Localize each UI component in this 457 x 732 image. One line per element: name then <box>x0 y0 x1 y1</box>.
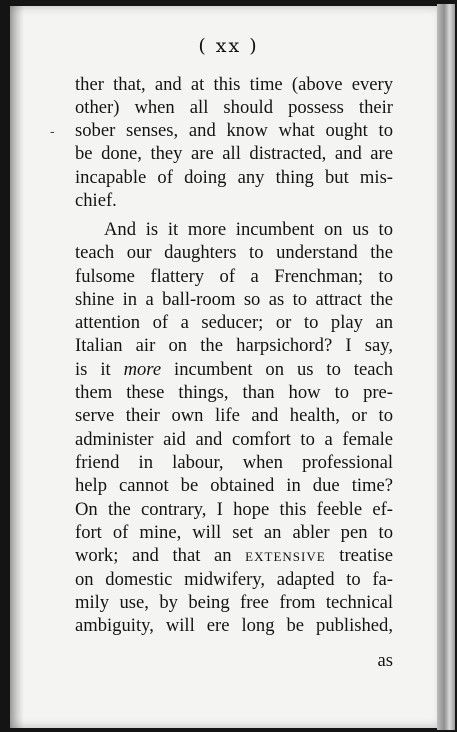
text-line-5: incapable of doing any thing but mis- <box>75 167 393 188</box>
text-line-16: administer aid and comfort to a female <box>75 429 393 450</box>
text-line-21 <box>75 544 393 568</box>
emphasis-more: more <box>123 359 162 380</box>
text-line-14: them these things, than how to pre- <box>75 382 393 403</box>
text-line-6: chief. <box>75 190 117 211</box>
smallcaps-extensive: extensive <box>245 545 326 566</box>
margin-mark: - <box>50 124 55 140</box>
text-line-4: be done, they are all distracted, and are <box>75 143 393 164</box>
text-line-12: Italian air on the harpsichord? I say, <box>75 335 393 356</box>
text-line-13-start: is it <box>75 359 124 380</box>
text-line-3: sober senses, and know what ought to <box>75 120 393 141</box>
text-line-1: ther that, and at this time (above every <box>75 74 393 95</box>
text-line-17: friend in labour, when professional <box>75 452 393 473</box>
text-line-15: serve their own life and health, or to <box>75 405 393 426</box>
page-number: ( xx ) <box>198 35 259 57</box>
text-line-7: And is it more incumbent on us to <box>104 219 393 240</box>
text-line-9: fulsome flattery of a Frenchman; to <box>75 266 393 287</box>
catchword: as <box>377 650 393 671</box>
page-gutter-shadow <box>10 6 24 728</box>
text-line-13-end: incumbent on us to teach <box>161 359 393 380</box>
page-fore-edge <box>437 4 455 730</box>
text-line-24: ambiguity, will ere long be published, <box>75 615 393 636</box>
text-line-18: help cannot be obtained in due time? <box>75 475 393 496</box>
text-line-19: On the contrary, I hope this feeble ef- <box>75 499 393 520</box>
text-line-22: on domestic midwifery, adapted to fa- <box>75 569 393 590</box>
text-line-23: mily use, by being free from technical <box>75 592 393 613</box>
text-line-21-end: treatise <box>325 545 393 566</box>
text-line-20: fort of mine, will set an abler pen to <box>75 522 393 543</box>
text-line-10: shine in a ball-room so as to attract the <box>75 289 393 310</box>
text-line-21-start: work; and that an <box>75 545 246 566</box>
text-line-8: teach our daughters to understand the <box>75 242 393 263</box>
text-line-11: attention of a seducer; or to play an <box>75 312 393 333</box>
text-line-2: other) when all should possess their <box>75 97 393 118</box>
text-line-13 <box>75 358 393 382</box>
